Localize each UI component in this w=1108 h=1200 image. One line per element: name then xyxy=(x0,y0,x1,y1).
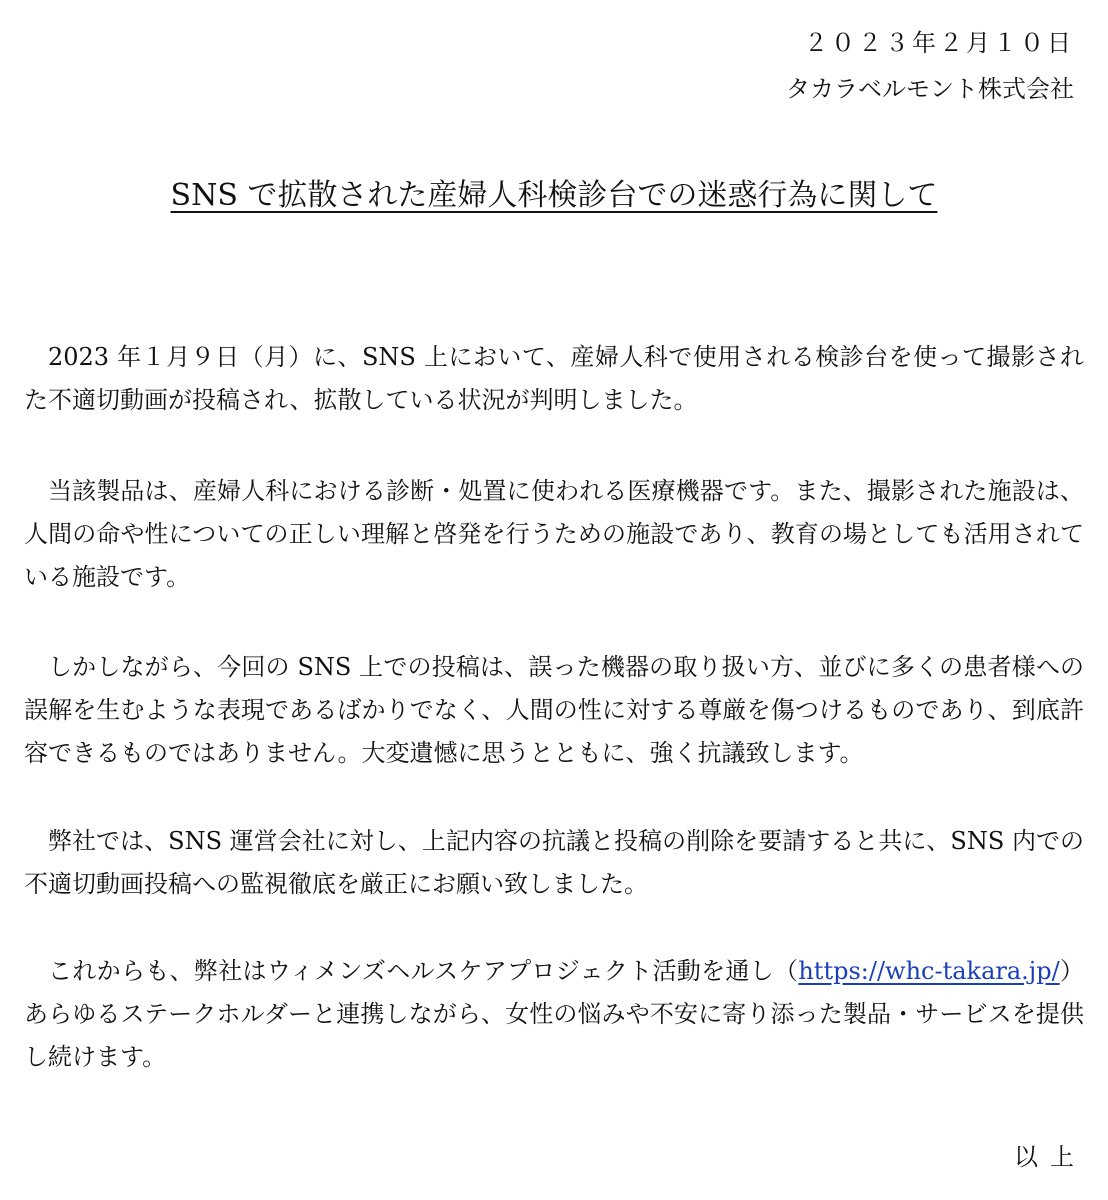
document-title xyxy=(0,176,1108,216)
project-link[interactable]: https://whc-takara.jp/ xyxy=(798,957,1060,985)
paragraph-incident: 2023 年１月９日（月）に、SNS 上において、産婦人科で使用される検診台を使って撮影された不適切動画が投稿され、拡散している状況が判明しました。 xyxy=(24,343,1084,414)
paragraph-protest: しかしながら、今回の SNS 上での投稿は、誤った機器の取り扱い方、並びに多くの患者様への誤解を生むような表現であるばかりでなく、人間の性に対する尊厳を傷つけるものであり、到底許容できるものではありません。大変遺憾に思うとともに、強く抗議致します。 xyxy=(24,653,1084,767)
document-title-text: SNS で拡散された産婦人科検診台での迷惑行為に関して xyxy=(170,178,938,213)
company-name: タカラベルモント株式会社 xyxy=(786,75,1074,103)
commitment-text-before: これからも、弊社はウィメンズヘルスケアプロジェクト活動を通し（ xyxy=(48,957,799,985)
release-date: ２０２３年２月１０日 xyxy=(804,29,1074,57)
closing-mark: 以上 xyxy=(1014,1143,1086,1171)
paragraph-product: 当該製品は、産婦人科における診断・処置に使われる医療機器です。また、撮影された施設は、人間の命や性についての正しい理解と啓発を行うための施設であり、教育の場としても活用されている施設です。 xyxy=(24,477,1084,591)
paragraph-request: 弊社では、SNS 運営会社に対し、上記内容の抗議と投稿の削除を要請すると共に、SNS 内での不適切動画投稿への監視徹底を厳正にお願い致しました。 xyxy=(24,827,1084,898)
paragraph-commitment xyxy=(24,950,1084,1079)
commitment-text-after: ）あらゆるステークホルダーと連携しながら、女性の悩みや不安に寄り添った製品・サービスを提供し続けます。 xyxy=(24,957,1085,1071)
